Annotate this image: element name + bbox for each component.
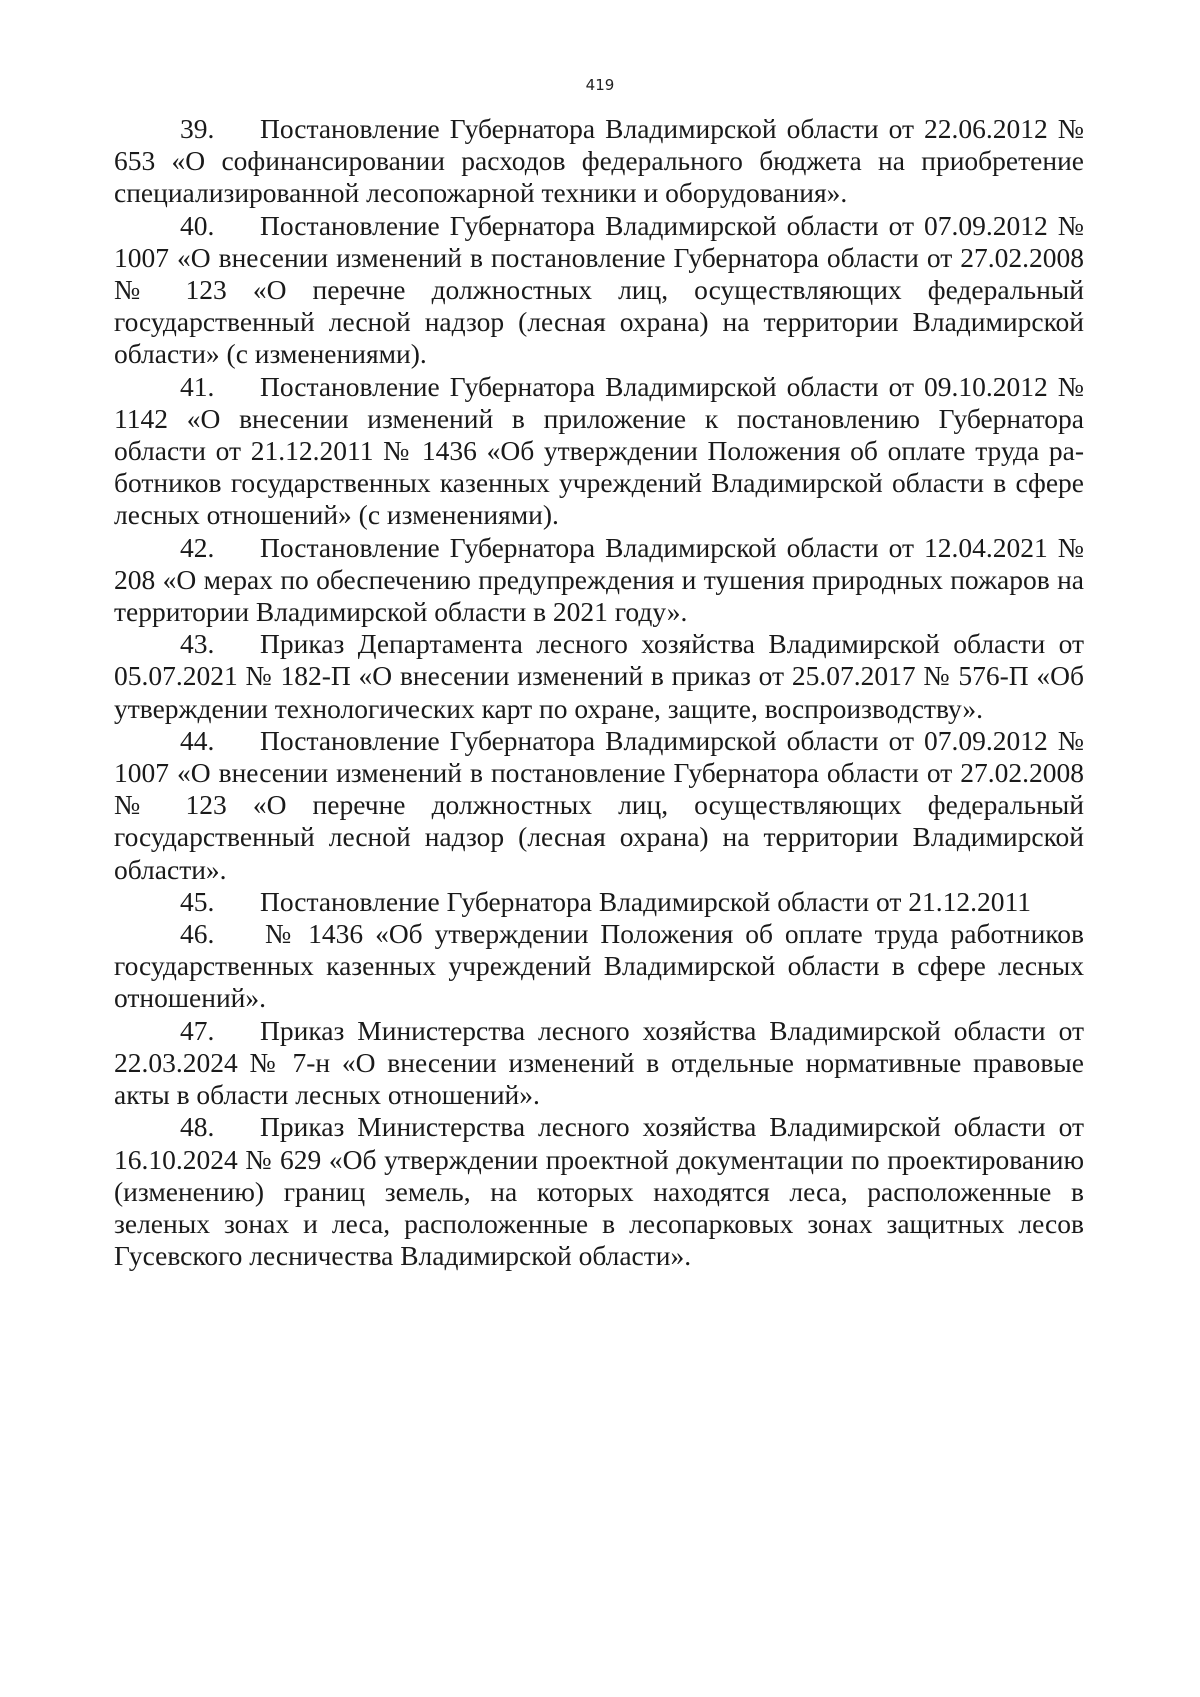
document-body (114, 113, 1084, 1272)
item-text: Постановление Губернатора Владимирской области от 07.09.2012 № 1007 «О внесении изменений в постановление Губернатора области от 27.02.2008 № 123 «О перечне должностных лиц, осуществляющих федеральный государственный лесной надзор (лесная охрана) на территории Владимирской области». (114, 724, 1084, 885)
list-item (114, 725, 1084, 886)
item-text: Приказ Министерства лесного хозяйства Владимирской области от 16.10.2024 № 629 «Об утверждении проектной документации по проектированию (изменению) границ земель, на которых находятся леса, расположенные в зеленых зонах и леса, расположенные в лесопарковых зонах защитных лесов Гусевского лесничества Владимирской области». (114, 1111, 1084, 1272)
list-item (114, 918, 1084, 1015)
list-item (114, 113, 1084, 210)
item-text: Постановление Губернатора Владимирской области от 21.12.2011 (260, 885, 1032, 917)
list-item (114, 886, 1084, 918)
list-item (114, 210, 1084, 371)
page-number: 419 (585, 76, 615, 94)
item-number: 45. (180, 885, 215, 917)
item-text: № 1436 «Об утверждении Положения об оплате труда работников государственных казенных учреждений Владимирской области в сфере лесных отношений». (114, 918, 1084, 1014)
item-number: 47. (180, 1014, 215, 1046)
item-text: Приказ Министерства лесного хозяйства Владимирской области от 22.03.2024 № 7-н «О внесении изменений в отдельные нормативные правовые акты в области лесных отношений». (114, 1014, 1084, 1111)
item-number: 39. (180, 113, 215, 144)
item-number: 48. (180, 1111, 215, 1143)
item-text: Постановление Губернатора Владимирской области от 22.06.2012 № 653 «О софинансировании расходов федерального бюджета на приобретение специализированной лесопожарной техники и оборудования». (114, 113, 1084, 209)
list-item (114, 628, 1084, 725)
item-number: 43. (180, 628, 215, 660)
item-text: Постановление Губернатора Владимирской области от 07.09.2012 № 1007 «О внесении изменений в постановление Губернатора области от 27.02.2008 № 123 «О перечне должностных лиц, осуществляющих федеральный государственный лесной надзор (лесная охрана) на территории Владимирской области» (с изменениями). (114, 209, 1084, 370)
list-item (114, 1111, 1084, 1272)
item-text: Постановление Губернатора Владимирской области от 12.04.2021 № 208 «О мерах по обеспечению предупреждения и тушения природных пожаров на территории Владимирской области в 2021 году». (114, 531, 1084, 628)
list-item (114, 371, 1084, 532)
list-item (114, 532, 1084, 629)
item-number: 40. (180, 209, 215, 241)
item-number: 46. (180, 918, 215, 950)
list-item (114, 1015, 1084, 1112)
item-text: Приказ Департамента лесного хозяйства Владимирской области от 05.07.2021 № 182-П «О внесении изменений в приказ от 25.07.2017 № 576-П «Об утверждении технологических карт по охране, защите, воспроизводству». (114, 628, 1084, 724)
item-number: 44. (180, 724, 215, 756)
item-text: Постановление Губернатора Владимирской области от 09.10.2012 № 1142 «О внесении изменений в приложение к постановлению Губернатора области от 21.12.2011 № 1436 «Об утверждении Положения об оплате труда работников государственных казенных учреждений Владимирской области в сфере лесных отношений» (с изменениями). (114, 370, 1084, 531)
item-number: 41. (180, 370, 215, 402)
item-number: 42. (180, 531, 215, 563)
